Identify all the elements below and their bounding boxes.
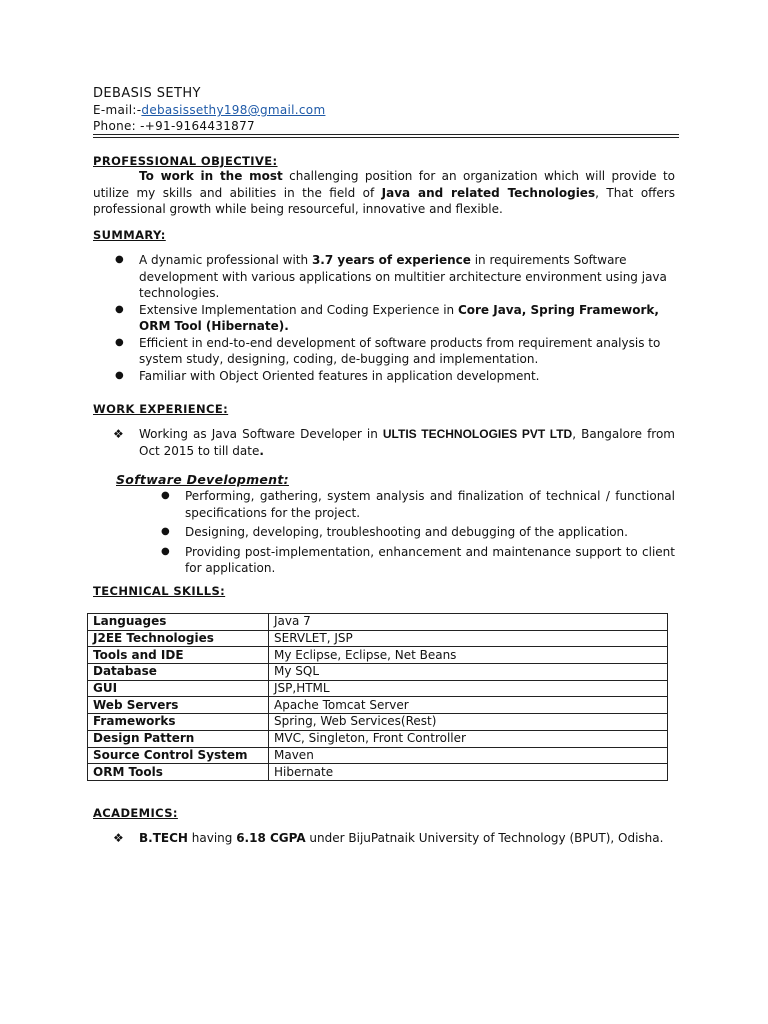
bullet-icon: ● bbox=[115, 336, 124, 348]
table-row: Source Control System Maven bbox=[88, 747, 668, 764]
list-item: ● Providing post-implementation, enhancement and maintenance support to client for application. bbox=[161, 544, 675, 575]
objective-part1: challenging position for an organization which will provide to utilize my skills and abilities in the field of bbox=[93, 169, 675, 200]
skills-heading: TECHNICAL SKILLS: bbox=[93, 584, 226, 598]
table-row: Database My SQL bbox=[88, 664, 668, 681]
list-item: ❖ Working as Java Software Developer in ULTIS TECHNOLOGIES PVT LTD, Bangalore from Oct 2015 to till date. bbox=[113, 427, 675, 458]
summary-list bbox=[113, 252, 675, 384]
academics-list bbox=[113, 830, 675, 847]
objective-text bbox=[93, 168, 675, 218]
software-development-subheading: Software Development: bbox=[116, 472, 289, 487]
company-name: ULTIS TECHNOLOGIES PVT LTD bbox=[382, 427, 573, 441]
objective-bold2: Java and related Technologies bbox=[381, 185, 596, 200]
table-row: Frameworks Spring, Web Services(Rest) bbox=[88, 714, 668, 731]
list-item: ● A dynamic professional with 3.7 years of experience in requirements Software development with various applications on multitier architecture environment using java technologies. bbox=[115, 253, 667, 300]
summary-heading: SUMMARY: bbox=[93, 228, 166, 242]
email-link[interactable]: debasissethy198@gmail.com bbox=[141, 103, 326, 117]
diamond-bullet-icon: ❖ bbox=[113, 831, 124, 845]
list-item: ● Designing, developing, troubleshooting and debugging of the application. bbox=[161, 525, 628, 539]
work-heading: WORK EXPERIENCE: bbox=[93, 402, 229, 416]
phone-line bbox=[93, 119, 255, 133]
objective-part2: , That offers professional growth while being resourceful, innovative and flexible. bbox=[93, 185, 675, 216]
email-label: E-mail:- bbox=[93, 103, 142, 117]
objective-lead: To work in the most bbox=[139, 169, 283, 183]
header-divider-top bbox=[93, 134, 679, 135]
bullet-icon: ● bbox=[161, 526, 170, 537]
table-row: GUI JSP,HTML bbox=[88, 680, 668, 697]
bullet-icon: ● bbox=[161, 490, 170, 501]
bullet-icon: ● bbox=[115, 369, 124, 381]
list-item: ● Performing, gathering, system analysis and finalization of technical / functional specifications for the project. bbox=[161, 489, 675, 520]
candidate-name: DEBASIS SETHY bbox=[93, 86, 201, 101]
list-item: ❖ B.TECH having 6.18 CGPA under BijuPatnaik University of Technology (BPUT), Odisha. bbox=[113, 831, 664, 845]
objective-heading: PROFESSIONAL OBJECTIVE: bbox=[93, 154, 278, 168]
phone-label: Phone: bbox=[93, 119, 137, 133]
work-list bbox=[113, 426, 675, 459]
table-row: Tools and IDE My Eclipse, Eclipse, Net Beans bbox=[88, 647, 668, 664]
bullet-icon: ● bbox=[115, 303, 124, 315]
table-row: ORM Tools Hibernate bbox=[88, 764, 668, 781]
table-row: Design Pattern MVC, Singleton, Front Controller bbox=[88, 730, 668, 747]
list-item: ● Extensive Implementation and Coding Experience in Core Java, Spring Framework, ORM Tool (Hibernate). bbox=[115, 302, 659, 333]
bullet-icon: ● bbox=[161, 545, 170, 557]
table-row: Languages Java 7 bbox=[88, 614, 668, 631]
duties-list bbox=[159, 488, 675, 577]
skills-table bbox=[87, 613, 668, 781]
phone-number: -+91-9164431877 bbox=[140, 119, 255, 133]
academics-heading: ACADEMICS: bbox=[93, 806, 178, 820]
table-row: Web Servers Apache Tomcat Server bbox=[88, 697, 668, 714]
bullet-icon: ● bbox=[115, 254, 124, 265]
diamond-bullet-icon: ❖ bbox=[113, 427, 124, 441]
list-item: ● Familiar with Object Oriented features in application development. bbox=[115, 368, 540, 383]
header-divider-bottom bbox=[93, 137, 679, 138]
email-line bbox=[93, 103, 325, 117]
list-item: ● Efficient in end-to-end development of software products from requirement analysis to system study, designing, coding, de-bugging and implementation. bbox=[115, 335, 661, 366]
table-row: J2EE Technologies SERVLET, JSP bbox=[88, 630, 668, 647]
